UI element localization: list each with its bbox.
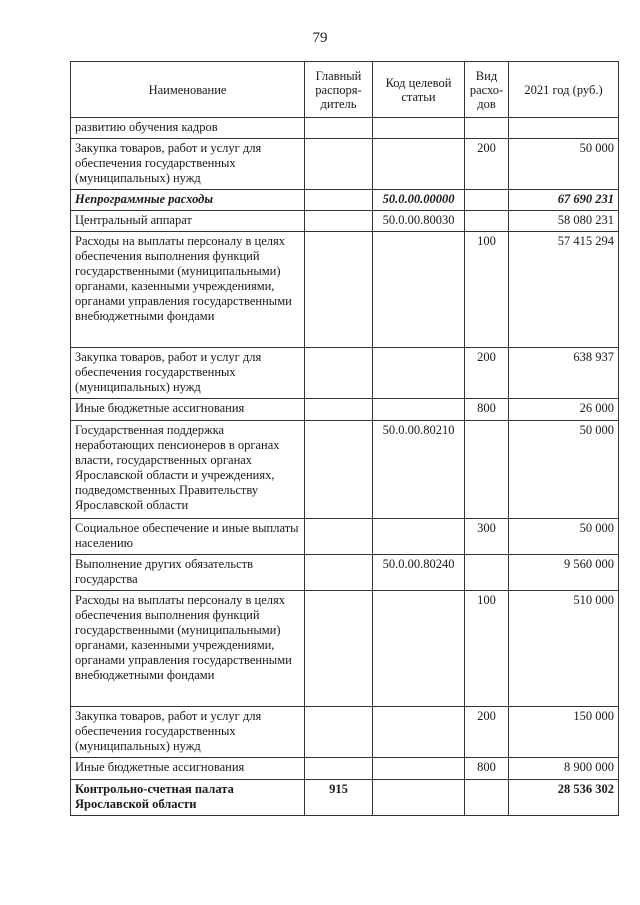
cell-admin [305, 211, 373, 232]
table-row [71, 421, 619, 519]
cell-type [465, 780, 509, 816]
cell-admin [305, 348, 373, 399]
cell-name: Закупка товаров, работ и услуг для обеспечения государственных (муниципальных) нужд [71, 348, 305, 399]
table-row [71, 211, 619, 232]
header-type: Вид расхо-дов [465, 62, 509, 118]
cell-name: Иные бюджетные ассигнования [71, 399, 305, 421]
cell-name: Закупка товаров, работ и услуг для обеспечения государственных (муниципальных) нужд [71, 707, 305, 758]
cell-code [373, 780, 465, 816]
cell-code [373, 139, 465, 190]
cell-code [373, 707, 465, 758]
cell-type [465, 190, 509, 211]
cell-name: Контрольно-счетная палата Ярославской области [71, 780, 305, 816]
cell-name: Непрограммные расходы [71, 190, 305, 211]
cell-type [465, 421, 509, 519]
cell-admin [305, 190, 373, 211]
cell-type: 800 [465, 399, 509, 421]
cell-amount: 50 000 [509, 421, 619, 519]
cell-name: Расходы на выплаты персоналу в целях обеспечения выполнения функций государственными (муниципальными) органами, казенными учреждениями, органами управления государственными внебюджетными фондами [71, 232, 305, 348]
cell-name: Закупка товаров, работ и услуг для обеспечения государственных (муниципальных) нужд [71, 139, 305, 190]
table-row [71, 139, 619, 190]
header-admin: Главный распоря-дитель [305, 62, 373, 118]
cell-type: 200 [465, 707, 509, 758]
cell-type [465, 118, 509, 139]
cell-name: Центральный аппарат [71, 211, 305, 232]
cell-amount: 57 415 294 [509, 232, 619, 348]
budget-table [70, 61, 619, 816]
cell-amount: 67 690 231 [509, 190, 619, 211]
table-row [71, 399, 619, 421]
cell-type: 800 [465, 758, 509, 780]
header-name: Наименование [71, 62, 305, 118]
cell-admin [305, 399, 373, 421]
cell-type: 200 [465, 139, 509, 190]
table-row [71, 758, 619, 780]
cell-admin [305, 139, 373, 190]
cell-amount: 26 000 [509, 399, 619, 421]
cell-amount: 8 900 000 [509, 758, 619, 780]
page-number: 79 [312, 30, 328, 46]
cell-code [373, 399, 465, 421]
cell-name: развитию обучения кадров [71, 118, 305, 139]
table-header-row [71, 62, 619, 118]
cell-type [465, 555, 509, 591]
cell-code [373, 519, 465, 555]
cell-type: 100 [465, 232, 509, 348]
cell-amount [509, 118, 619, 139]
cell-amount: 58 080 231 [509, 211, 619, 232]
cell-type: 100 [465, 591, 509, 707]
table-row [71, 232, 619, 348]
table-row [71, 348, 619, 399]
cell-admin [305, 591, 373, 707]
cell-admin [305, 421, 373, 519]
cell-amount: 510 000 [509, 591, 619, 707]
cell-amount: 150 000 [509, 707, 619, 758]
cell-amount: 50 000 [509, 519, 619, 555]
cell-name: Государственная поддержка неработающих пенсионеров в органах власти, государственных органах Ярославской области и учреждениях, подведомственных Правительству Ярославской области [71, 421, 305, 519]
cell-admin [305, 118, 373, 139]
header-amount: 2021 год (руб.) [509, 62, 619, 118]
cell-code: 50.0.00.80030 [373, 211, 465, 232]
cell-code: 50.0.00.80240 [373, 555, 465, 591]
cell-code: 50.0.00.00000 [373, 190, 465, 211]
table-row [71, 118, 619, 139]
table-row [71, 555, 619, 591]
cell-amount: 638 937 [509, 348, 619, 399]
cell-code: 50.0.00.80210 [373, 421, 465, 519]
table-row [71, 519, 619, 555]
cell-name: Социальное обеспечение и иные выплаты населению [71, 519, 305, 555]
table-row [71, 591, 619, 707]
cell-admin [305, 758, 373, 780]
table-row [71, 707, 619, 758]
cell-type [465, 211, 509, 232]
cell-name: Выполнение других обязательств государства [71, 555, 305, 591]
cell-amount: 28 536 302 [509, 780, 619, 816]
cell-code [373, 591, 465, 707]
cell-code [373, 758, 465, 780]
cell-code [373, 348, 465, 399]
cell-admin [305, 232, 373, 348]
table-row [71, 190, 619, 211]
cell-admin: 915 [305, 780, 373, 816]
cell-admin [305, 555, 373, 591]
cell-code [373, 232, 465, 348]
cell-name: Иные бюджетные ассигнования [71, 758, 305, 780]
cell-code [373, 118, 465, 139]
cell-admin [305, 519, 373, 555]
table-body [71, 118, 619, 816]
cell-amount: 9 560 000 [509, 555, 619, 591]
cell-type: 200 [465, 348, 509, 399]
cell-admin [305, 707, 373, 758]
cell-type: 300 [465, 519, 509, 555]
header-code: Код целевой статьи [373, 62, 465, 118]
cell-name: Расходы на выплаты персоналу в целях обеспечения выполнения функций государственными (муниципальными) органами, казенными учреждениями, органами управления государственными внебюджетными фондами [71, 591, 305, 707]
cell-amount: 50 000 [509, 139, 619, 190]
table-row [71, 780, 619, 816]
